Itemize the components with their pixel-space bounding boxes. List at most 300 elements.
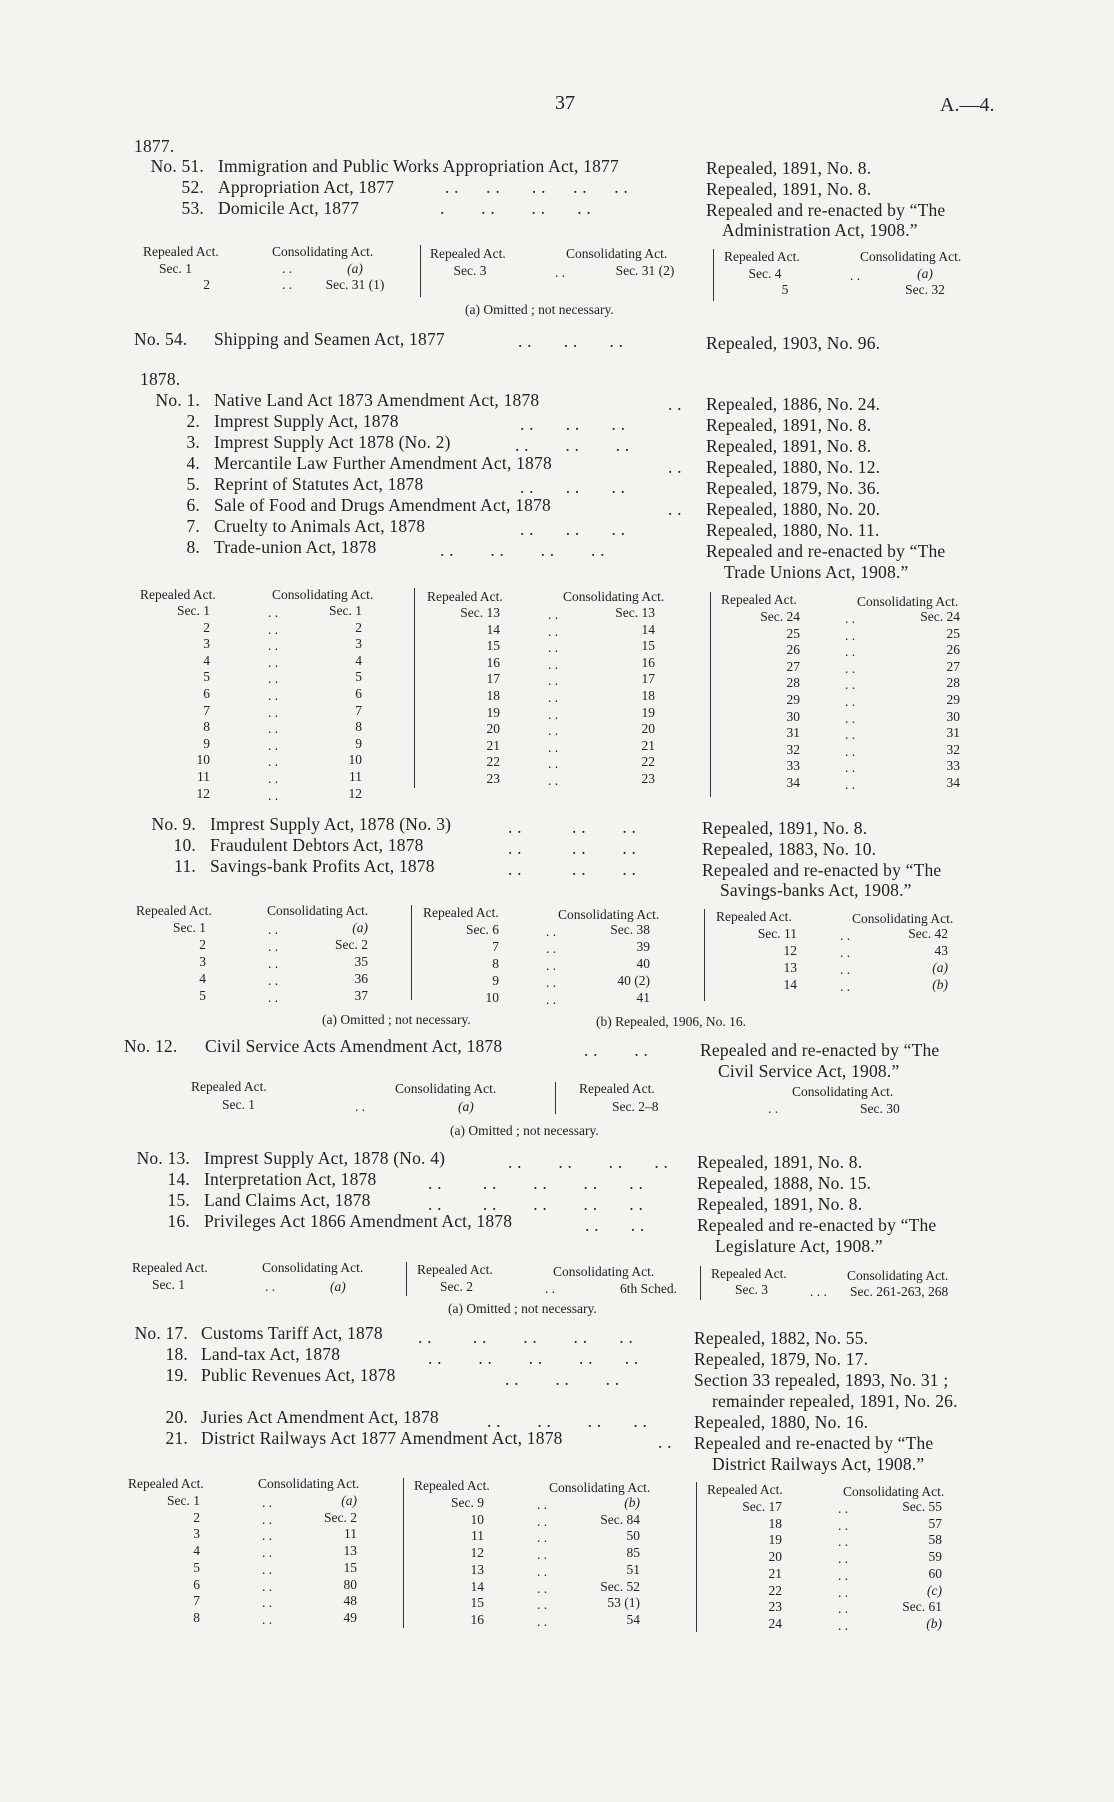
table-cell: 30 — [786, 708, 800, 724]
table-cell: 15 — [486, 638, 500, 654]
table-cell: Sec. 3 — [735, 1282, 768, 1297]
act-title: Customs Tariff Act, 1878 — [201, 1323, 383, 1343]
act-title: Immigration and Public Works Appropriation Act, 1877 — [218, 156, 619, 176]
table-cell: Sec. 61 — [902, 1599, 942, 1615]
table-cell: 27 — [946, 658, 960, 674]
leader-dots: . . — [668, 457, 682, 477]
table-cell: Sec. 1 — [222, 1097, 255, 1112]
leader-dots: . . — [268, 638, 279, 654]
leader-dots: . . — [838, 1584, 849, 1600]
table-cell: 12 — [348, 785, 362, 801]
leader-dots: . . — [845, 660, 856, 676]
leader-dots: . . — [268, 922, 279, 937]
leader-dots: . . — [537, 1563, 548, 1579]
leader-dots: . . — [268, 771, 279, 786]
column-header: Repealed Act. — [136, 903, 212, 918]
leader-dots: . . . . . . — [505, 1369, 620, 1389]
table-cell: 23 — [486, 771, 500, 786]
table-cell: Sec. 6 — [466, 922, 499, 937]
leader-dots: . . — [546, 975, 557, 990]
leader-dots: . . — [262, 1528, 273, 1544]
act-status: Repealed, 1879, No. 36. — [706, 478, 881, 498]
column-header: Repealed Act. — [579, 1081, 655, 1096]
leader-dots: . . — [546, 992, 557, 1007]
act-status: Repealed, 1880, No. 16. — [694, 1412, 869, 1432]
table-cell: Sec. 24 — [920, 609, 960, 624]
table-cell: 7 — [355, 702, 362, 718]
column-divider — [414, 588, 415, 788]
leader-dots: . . — [545, 1281, 556, 1296]
table-cell: 33 — [946, 758, 960, 774]
table-cell: 15 — [470, 1595, 484, 1611]
leader-dots: . . — [262, 1611, 273, 1627]
leader-dots: . . . . . . . . — [440, 540, 605, 560]
table-cell: Sec. 84 — [600, 1511, 640, 1527]
table-cell: 5 — [781, 282, 789, 297]
table-cell: 6 — [203, 686, 210, 701]
table-cell: Sec. 2 — [440, 1279, 473, 1294]
act-number: No. 12. — [124, 1036, 178, 1056]
table-cell: Sec. 2 — [324, 1509, 357, 1525]
table-cell: 11 — [197, 769, 210, 784]
act-status: Repealed and re-enacted by “The — [694, 1433, 934, 1453]
leader-dots: . . — [548, 673, 559, 689]
table-cell: 54 — [626, 1611, 640, 1627]
leader-dots: . . . . . . . . . . — [428, 1194, 644, 1214]
act-status: Repealed, 1891, No. 8. — [697, 1194, 863, 1214]
act-title: Juries Act Amendment Act, 1878 — [201, 1407, 439, 1427]
table-cell: 80 — [343, 1576, 357, 1592]
table-cell: 40 — [636, 956, 650, 971]
table-cell: 2 — [193, 1509, 200, 1525]
leader-dots: . . — [537, 1547, 548, 1563]
act-title: Cruelty to Animals Act, 1878 — [214, 516, 426, 536]
column-divider — [411, 905, 412, 1000]
table-cell: 7 — [193, 1593, 200, 1609]
column-header: Consolidating Act. — [563, 589, 665, 604]
table-cell: 33 — [786, 758, 800, 774]
column-header: Repealed Act. — [724, 249, 800, 264]
table-cell: Sec. 32 — [905, 282, 945, 297]
column-header: Repealed Act. — [423, 905, 499, 920]
act-status: Repealed and re-enacted by “The — [706, 541, 946, 561]
act-title: Interpretation Act, 1878 — [204, 1169, 377, 1189]
act-number: 8. — [186, 537, 200, 557]
leader-dots: . . . . . . — [520, 477, 626, 497]
act-number: 19. — [165, 1365, 188, 1385]
table-cell: 22 — [486, 754, 500, 770]
table-footnote: (a) Omitted ; not necessary. — [450, 1123, 599, 1138]
table-footnote: (b) Repealed, 1906, No. 16. — [596, 1014, 746, 1029]
column-header: Repealed Act. — [143, 244, 219, 259]
leader-dots: . . — [548, 706, 559, 722]
leader-dots: . . — [845, 677, 856, 693]
table-cell: 25 — [946, 625, 960, 641]
table-cell: 6 — [193, 1576, 200, 1592]
act-number: 14. — [167, 1169, 190, 1189]
column-header: Consolidating Act. — [860, 249, 962, 264]
table-cell: 9 — [492, 973, 499, 988]
leader-dots: . . . . — [584, 1040, 649, 1060]
leader-dots: . . — [268, 973, 279, 988]
leader-dots: . . — [845, 694, 856, 709]
act-status-continued: remainder repealed, 1891, No. 26. — [712, 1391, 958, 1411]
table-cell: Sec. 52 — [600, 1578, 640, 1594]
act-number: 16. — [167, 1211, 190, 1231]
leader-dots: . . — [840, 928, 851, 943]
table-cell: 13 — [470, 1561, 484, 1577]
leader-dots: . . — [268, 737, 279, 753]
table-cell: (a) — [347, 261, 363, 276]
leader-dots: . . — [548, 623, 559, 639]
table-cell: 26 — [946, 642, 960, 658]
table-cell: 10 — [485, 990, 499, 1005]
leader-dots: . . . — [810, 1284, 827, 1299]
table-cell: Sec. 24 — [760, 609, 800, 624]
leader-dots: . . — [838, 1517, 849, 1533]
act-status: Repealed, 1888, No. 15. — [697, 1173, 872, 1193]
leader-dots: . . — [838, 1601, 849, 1617]
leader-dots: . . — [555, 265, 566, 280]
act-status-continued: Legislature Act, 1908.” — [715, 1236, 883, 1256]
column-divider — [704, 909, 705, 1001]
table-cell: 5 — [355, 669, 362, 685]
act-number: No. 17. — [134, 1323, 188, 1343]
leader-dots: . . — [537, 1497, 548, 1512]
act-title: Shipping and Seamen Act, 1877 — [214, 329, 445, 349]
column-header: Repealed Act. — [427, 589, 503, 604]
leader-dots: . . — [546, 958, 557, 973]
table-cell: 8 — [203, 719, 210, 735]
column-divider — [700, 1266, 701, 1300]
leader-dots: . . — [548, 607, 559, 622]
table-cell: Sec. 13 — [460, 605, 500, 620]
table-cell: Sec. 17 — [742, 1499, 782, 1514]
act-number: 52. — [181, 177, 204, 197]
table-cell: (a) — [330, 1279, 346, 1294]
leader-dots: . . — [840, 979, 851, 994]
act-status-continued: Civil Service Act, 1908.” — [718, 1061, 900, 1081]
table-cell: 21 — [641, 737, 655, 753]
table-cell: Sec. 261-263, 268 — [850, 1284, 949, 1299]
leader-dots: . . — [768, 1101, 779, 1116]
act-title: Domicile Act, 1877 — [218, 198, 360, 218]
table-cell: 19 — [486, 704, 500, 720]
table-cell: (a) — [932, 960, 948, 975]
table-cell: 5 — [199, 988, 206, 1003]
table-cell: 57 — [928, 1515, 942, 1531]
table-cell: Sec. 30 — [860, 1101, 900, 1116]
table-cell: Sec. 2–8 — [612, 1099, 659, 1114]
table-cell: 43 — [934, 943, 948, 958]
column-header: Consolidating Act. — [258, 1476, 360, 1491]
table-cell: 12 — [196, 785, 210, 801]
leader-dots: . . — [537, 1597, 548, 1613]
table-cell: Sec. 13 — [615, 605, 655, 620]
act-number: 18. — [165, 1344, 188, 1364]
table-cell: Sec. 1 — [177, 603, 210, 618]
table-cell: 4 — [199, 971, 206, 986]
table-cell: 48 — [343, 1593, 357, 1609]
act-title: Privileges Act 1866 Amendment Act, 1878 — [204, 1211, 513, 1231]
table-cell: 3 — [203, 636, 210, 652]
table-cell: 8 — [355, 719, 362, 735]
leader-dots: . . — [668, 394, 682, 414]
table-cell: 9 — [203, 735, 210, 751]
leader-dots: . . — [548, 756, 559, 772]
leader-dots: . . — [268, 956, 279, 971]
act-number: No. 1. — [155, 390, 200, 410]
table-cell: 8 — [193, 1609, 200, 1625]
paper-reference: A.—4. — [940, 94, 995, 116]
table-cell: 85 — [626, 1545, 640, 1561]
column-header: Repealed Act. — [128, 1476, 204, 1491]
act-number: No. 13. — [136, 1148, 190, 1168]
leader-dots: . . — [262, 1511, 273, 1527]
column-divider — [713, 249, 714, 301]
table-cell: 11 — [471, 1528, 484, 1544]
leader-dots: . . — [840, 962, 851, 977]
leader-dots: . . . . . . . . — [487, 1411, 648, 1431]
table-cell: 25 — [786, 625, 800, 641]
table-cell: 23 — [641, 771, 655, 786]
year-heading: 1877. — [134, 136, 175, 156]
table-cell: 6 — [355, 686, 362, 701]
leader-dots: . . — [265, 1279, 276, 1294]
act-title: Imprest Supply Act, 1878 — [214, 411, 399, 431]
leader-dots: . . . . . . — [508, 817, 637, 837]
act-number: 3. — [186, 432, 200, 452]
table-cell: 29 — [786, 692, 800, 707]
table-cell: 23 — [768, 1599, 782, 1615]
table-cell: 22 — [768, 1582, 782, 1598]
table-cell: (a) — [917, 266, 933, 281]
leader-dots: . . — [268, 721, 279, 737]
leader-dots: . . — [262, 1578, 273, 1594]
table-cell: 10 — [348, 752, 362, 768]
leader-dots: . . — [845, 777, 856, 792]
year-heading: 1878. — [140, 369, 181, 389]
leader-dots: . . — [262, 1561, 273, 1577]
act-status: Repealed, 1891, No. 8. — [697, 1152, 863, 1172]
table-cell: 14 — [486, 621, 500, 637]
table-cell: 16 — [486, 654, 500, 670]
leader-dots: . . — [282, 261, 293, 276]
leader-dots: . . — [845, 611, 856, 626]
act-number: 11. — [174, 856, 196, 876]
table-cell: 24 — [768, 1615, 782, 1631]
table-cell: 10 — [196, 752, 210, 768]
table-cell: Sec. 4 — [748, 266, 782, 281]
leader-dots: . . — [268, 605, 279, 620]
leader-dots: . . . . . . — [520, 519, 626, 539]
table-cell: 2 — [355, 619, 362, 635]
leader-dots: . . . . . . — [515, 435, 630, 455]
leader-dots: . . — [537, 1580, 548, 1596]
leader-dots: . . — [548, 723, 559, 739]
leader-dots: . . — [546, 924, 557, 939]
table-cell: 4 — [193, 1543, 200, 1559]
leader-dots: . . — [268, 671, 279, 687]
table-cell: Sec. 2 — [335, 937, 368, 952]
act-number: 20. — [165, 1407, 188, 1427]
table-cell: 4 — [203, 652, 210, 668]
leader-dots: . . — [838, 1567, 849, 1583]
leader-dots: . . — [838, 1534, 849, 1550]
table-cell: 32 — [946, 741, 960, 757]
act-status-continued: District Railways Act, 1908.” — [712, 1454, 925, 1474]
act-number: 15. — [167, 1190, 190, 1210]
table-cell: 18 — [641, 688, 655, 703]
column-header: Consolidating Act. — [395, 1081, 497, 1096]
column-header: Consolidating Act. — [558, 907, 660, 922]
table-cell: 50 — [626, 1528, 640, 1544]
act-status: Repealed, 1886, No. 24. — [706, 394, 881, 414]
act-title: Imprest Supply Act, 1878 (No. 4) — [204, 1148, 446, 1168]
table-cell: 9 — [355, 735, 362, 751]
table-cell: (a) — [352, 920, 368, 935]
table-cell: 40 (2) — [617, 973, 650, 988]
leader-dots: . . — [548, 773, 559, 788]
column-header: Consolidating Act. — [852, 911, 954, 926]
leader-dots: . . — [537, 1530, 548, 1546]
leader-dots: . . . . . . . — [440, 198, 591, 218]
table-cell: 28 — [946, 675, 960, 691]
table-cell: 20 — [641, 721, 655, 737]
table-cell: 5 — [203, 669, 210, 685]
table-footnote: (a) Omitted ; not necessary. — [465, 302, 614, 317]
column-header: Consolidating Act. — [847, 1268, 949, 1283]
column-header: Repealed Act. — [721, 592, 797, 607]
act-number: 53. — [181, 198, 204, 218]
column-header: Repealed Act. — [414, 1478, 490, 1493]
act-title: Trade-union Act, 1878 — [214, 537, 377, 557]
table-cell: 53 (1) — [607, 1595, 640, 1611]
leader-dots: . . — [838, 1617, 849, 1633]
act-title: Fraudulent Debtors Act, 1878 — [210, 835, 424, 855]
table-cell: Sec. 11 — [757, 926, 797, 941]
leader-dots: . . — [845, 644, 856, 660]
leader-dots: . . — [262, 1545, 273, 1561]
column-header: Consolidating Act. — [843, 1484, 945, 1499]
act-number: 21. — [165, 1428, 188, 1448]
act-status: Repealed, 1891, No. 8. — [706, 158, 872, 178]
leader-dots: . . — [845, 743, 856, 759]
table-cell: 19 — [641, 704, 655, 720]
table-cell: 12 — [783, 943, 797, 958]
act-status: Repealed and re-enacted by “The — [702, 860, 942, 880]
leader-dots: . . . . . . . . — [508, 1152, 669, 1172]
leader-dots: . . — [548, 656, 559, 672]
table-cell: 3 — [355, 636, 362, 652]
leader-dots: . . — [546, 941, 557, 956]
act-status-continued: Administration Act, 1908.” — [722, 220, 918, 240]
act-number: 2. — [186, 411, 200, 431]
leader-dots: . . — [548, 640, 559, 656]
act-number: No. 9. — [151, 814, 196, 834]
table-cell: 11 — [349, 769, 362, 784]
leader-dots: . . — [268, 704, 279, 720]
table-cell: 2 — [203, 619, 210, 635]
table-cell: 18 — [486, 688, 500, 703]
table-cell: 31 — [946, 725, 960, 741]
table-cell: 49 — [343, 1609, 357, 1625]
table-cell: 20 — [486, 721, 500, 737]
table-cell: 3 — [193, 1526, 200, 1542]
table-cell: 11 — [344, 1526, 357, 1542]
table-cell: Sec. 1 — [329, 603, 362, 618]
act-title: Imprest Supply Act 1878 (No. 2) — [214, 432, 451, 452]
leader-dots: . . — [537, 1613, 548, 1629]
table-cell: 3 — [199, 954, 206, 969]
table-cell: Sec. 42 — [908, 926, 948, 941]
column-header: Consolidating Act. — [857, 594, 959, 609]
act-status: Repealed, 1891, No. 8. — [706, 179, 872, 199]
act-number: 7. — [186, 516, 200, 536]
table-cell: 27 — [786, 658, 800, 674]
table-cell: 15 — [343, 1559, 357, 1575]
table-cell: 59 — [928, 1549, 942, 1565]
act-status: Repealed, 1891, No. 8. — [706, 436, 872, 456]
leader-dots: . . — [268, 787, 279, 803]
table-cell: Sec. 31 (1) — [325, 277, 385, 292]
table-cell: 14 — [641, 621, 655, 637]
column-header: Consolidating Act. — [272, 587, 374, 602]
table-cell: 32 — [786, 741, 800, 757]
table-cell: 7 — [203, 702, 210, 718]
table-cell: (b) — [932, 977, 948, 992]
act-number: No. 51. — [150, 156, 204, 176]
table-cell: 28 — [786, 675, 800, 691]
leader-dots: . . — [268, 939, 279, 954]
table-cell: 18 — [768, 1515, 782, 1531]
table-footnote: (a) Omitted ; not necessary. — [322, 1012, 471, 1027]
leader-dots: . . — [845, 760, 856, 776]
act-title: Public Revenues Act, 1878 — [201, 1365, 396, 1385]
act-number: 5. — [186, 474, 200, 494]
table-cell: 4 — [355, 652, 362, 668]
leader-dots: . . . . . . . . . . — [445, 177, 628, 197]
leader-dots: . . — [268, 754, 279, 770]
table-cell: 21 — [486, 737, 500, 753]
column-divider — [406, 1262, 407, 1296]
leader-dots: . . — [548, 690, 559, 705]
table-cell: 41 — [636, 990, 650, 1005]
act-status: Repealed, 1883, No. 10. — [702, 839, 877, 859]
column-header: Repealed Act. — [191, 1079, 267, 1094]
table-cell: 20 — [768, 1549, 782, 1565]
table-cell: Sec. 55 — [902, 1499, 942, 1514]
table-cell: Sec. 1 — [167, 1493, 200, 1508]
leader-dots: . . . . . . . . . . — [428, 1348, 639, 1368]
leader-dots: . . — [548, 739, 559, 755]
act-status-continued: Savings-banks Act, 1908.” — [720, 880, 912, 900]
table-cell: 51 — [626, 1561, 640, 1577]
leader-dots: . . . . . . — [508, 838, 637, 858]
leader-dots: . . — [838, 1551, 849, 1567]
table-cell: 14 — [470, 1578, 484, 1594]
table-cell: (b) — [926, 1615, 942, 1631]
act-status: Repealed, 1880, No. 12. — [706, 457, 881, 477]
leader-dots: . . . . . . . . . . — [418, 1327, 634, 1347]
act-number: 6. — [186, 495, 200, 515]
table-cell: 16 — [641, 654, 655, 670]
act-title: Appropriation Act, 1877 — [218, 177, 395, 197]
act-title: Imprest Supply Act, 1878 (No. 3) — [210, 814, 452, 834]
act-status: Repealed and re-enacted by “The — [700, 1040, 940, 1060]
table-cell: 17 — [486, 671, 500, 687]
column-divider — [696, 1482, 697, 1632]
